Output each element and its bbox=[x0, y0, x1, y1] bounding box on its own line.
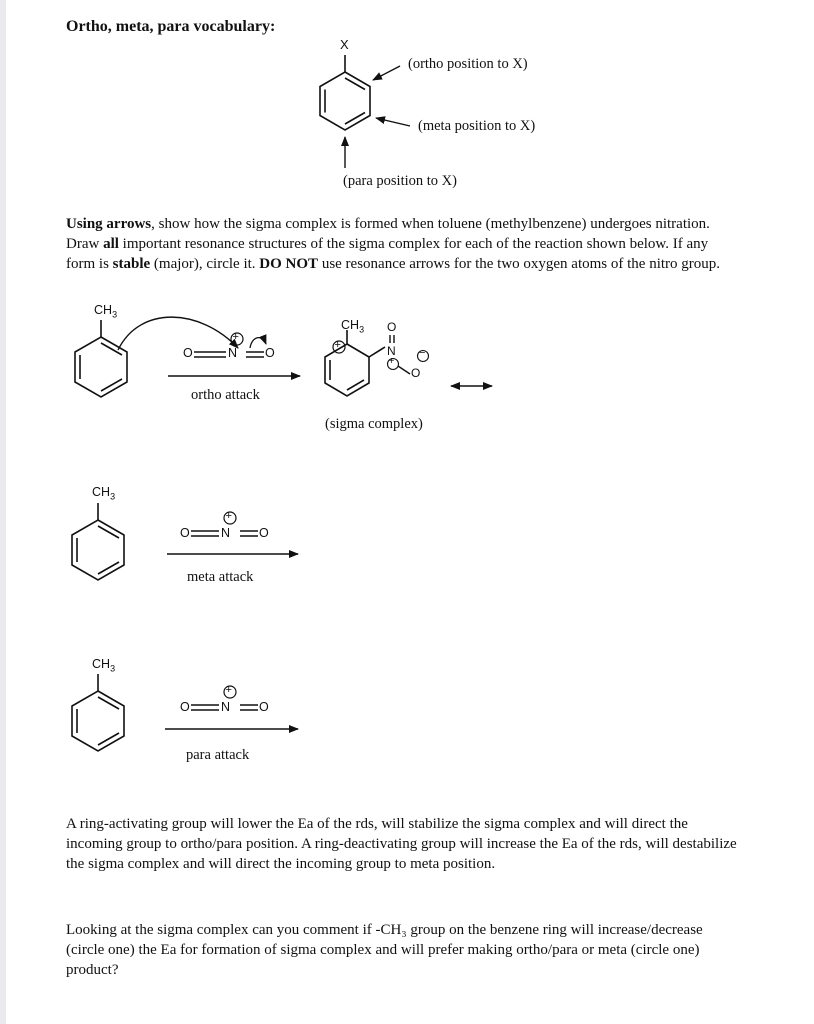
activating-line-3: the sigma complex and will direct the incoming group to meta position. bbox=[66, 856, 496, 872]
section-heading: Ortho, meta, para vocabulary: bbox=[66, 18, 276, 35]
instructions-bold-do-not: DO NOT bbox=[259, 256, 319, 272]
para-ch3-subscript: 3 bbox=[110, 663, 116, 674]
para-nitronium-o-right: O bbox=[259, 700, 269, 714]
activating-line-1: A ring-activating group will lower the Ea of the rds, will stabilize the sigma complex and will direct the bbox=[66, 816, 688, 832]
instructions-text-1: , show how the sigma complex is formed when toluene (methylbenzene) undergoes nitration. bbox=[151, 216, 710, 232]
ortho-ch3-subscript: 3 bbox=[112, 309, 118, 320]
meta-position-label: (meta position to X) bbox=[418, 118, 536, 134]
sigma-ch3-subscript: 3 bbox=[359, 324, 365, 335]
instructions-text-4: form is bbox=[66, 256, 113, 272]
sigma-nitro-n: N bbox=[387, 344, 396, 358]
activating-group-paragraph bbox=[66, 814, 812, 874]
question-line-1: Looking at the sigma complex can you comment if -CH₃ group on the benzene ring will increase/decrease bbox=[66, 922, 703, 938]
question-line-2: (circle one) the Ea for formation of sigma complex and will prefer making ortho/para or meta (circle one) bbox=[66, 942, 700, 958]
para-nitronium-plus: + bbox=[225, 684, 232, 696]
instructions-text-5: (major), circle it. bbox=[150, 256, 260, 272]
instructions-paragraph bbox=[66, 214, 812, 274]
sigma-carbocation-plus: + bbox=[334, 339, 341, 351]
ortho-attack-label: ortho attack bbox=[191, 387, 260, 403]
ortho-ch-text: CH bbox=[94, 303, 113, 317]
ortho-toluene-ring bbox=[75, 320, 127, 397]
ortho-electron-arrow bbox=[250, 338, 266, 348]
ortho-nitronium-o-right: O bbox=[265, 346, 275, 360]
question-line-3: product? bbox=[66, 962, 119, 978]
instructions-bold-arrows: Using arrows bbox=[66, 216, 152, 232]
para-nitronium-n: N bbox=[221, 700, 231, 714]
meta-methyl-label bbox=[92, 485, 115, 502]
meta-ch3-subscript: 3 bbox=[110, 491, 116, 502]
vocab-position-arrows bbox=[345, 66, 410, 168]
ortho-nitronium-n: N bbox=[228, 346, 238, 360]
question-paragraph bbox=[66, 920, 812, 980]
sigma-nitro-plus: + bbox=[388, 356, 395, 367]
para-nitronium-o-left: O bbox=[180, 700, 190, 714]
instructions-bold-stable: stable bbox=[112, 256, 151, 272]
para-toluene-ring bbox=[72, 674, 124, 751]
meta-toluene-ring bbox=[72, 503, 124, 580]
sigma-nitro-minus: − bbox=[419, 347, 426, 359]
para-attack-label: para attack bbox=[186, 747, 250, 763]
instructions-text-2: Draw bbox=[66, 236, 104, 252]
meta-nitronium-plus: + bbox=[225, 510, 232, 522]
ortho-nitronium-plus: + bbox=[232, 331, 239, 343]
para-methyl-label bbox=[92, 657, 115, 674]
sigma-nitro-o-top: O bbox=[387, 320, 397, 334]
activating-line-2: incoming group to ortho/para position. A ring-deactivating group will increase the Ea of the rds, will destabilize bbox=[66, 836, 737, 852]
instructions-bold-all: all bbox=[103, 236, 119, 252]
para-position-label: (para position to X) bbox=[343, 173, 457, 189]
substituent-x-label: X bbox=[340, 37, 349, 52]
meta-attack-label: meta attack bbox=[187, 569, 254, 585]
meta-ch-text: CH bbox=[92, 485, 111, 499]
ortho-curved-arrow bbox=[118, 317, 238, 350]
ortho-nitronium-o-left: O bbox=[183, 346, 193, 360]
sigma-methyl-label bbox=[341, 318, 364, 335]
para-ch-text: CH bbox=[92, 657, 111, 671]
ortho-position-label: (ortho position to X) bbox=[408, 56, 528, 72]
sigma-nitro-o-right: O bbox=[411, 366, 421, 380]
vocab-benzene-ring bbox=[320, 55, 370, 130]
meta-nitronium-o-right: O bbox=[259, 526, 269, 540]
meta-nitronium-n: N bbox=[221, 526, 231, 540]
ortho-methyl-label bbox=[94, 303, 117, 320]
instructions-text-6: use resonance arrows for the two oxygen atoms of the nitro group. bbox=[318, 256, 721, 272]
meta-nitronium-o-left: O bbox=[180, 526, 190, 540]
sigma-ch-text: CH bbox=[341, 318, 360, 332]
sigma-complex-label: (sigma complex) bbox=[325, 416, 423, 432]
instructions-text-3: important resonance structures of the sigma complex for each of the reaction shown below. If any bbox=[118, 236, 709, 252]
